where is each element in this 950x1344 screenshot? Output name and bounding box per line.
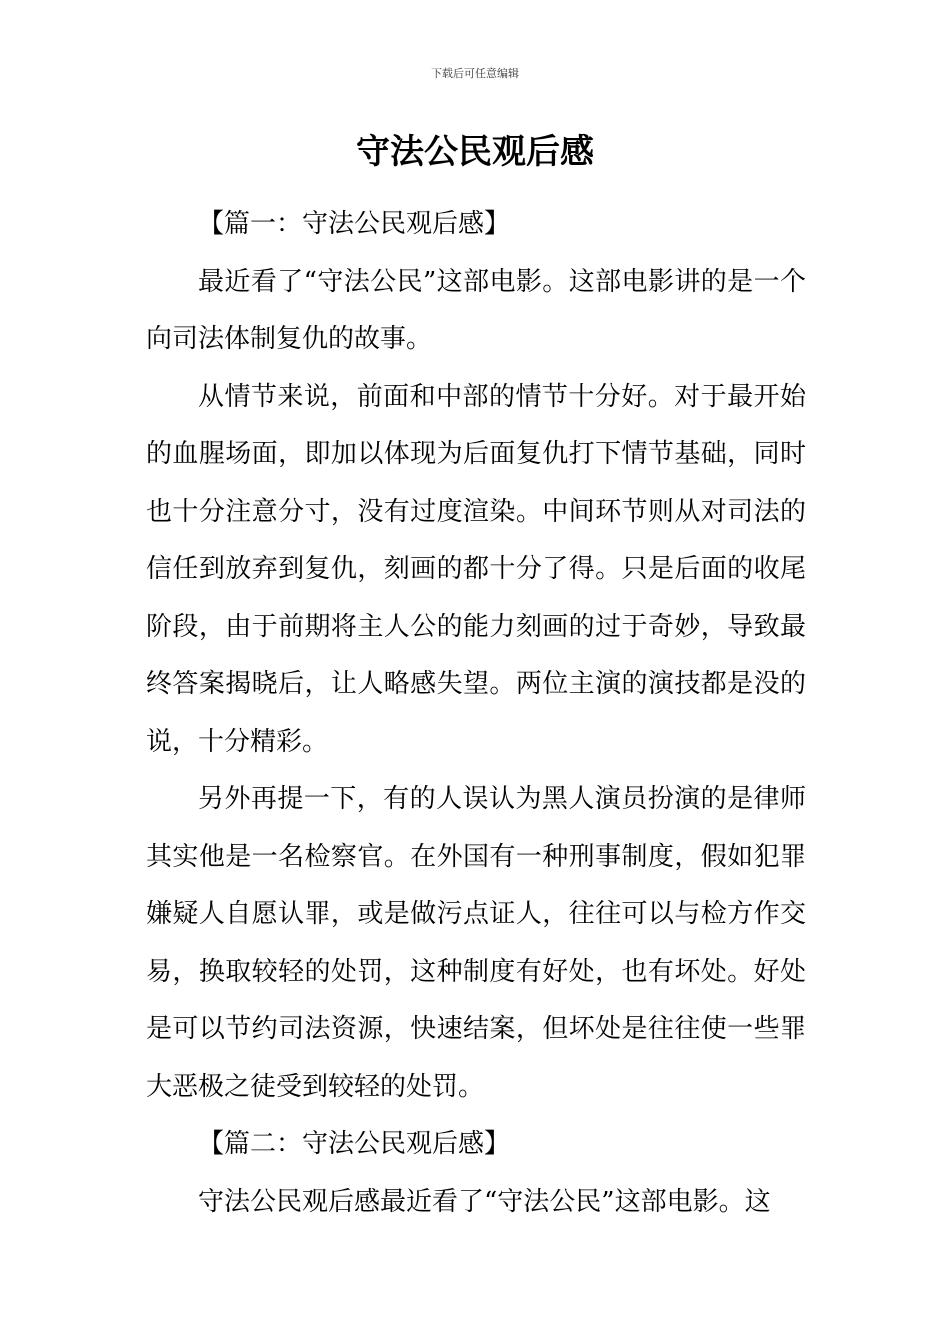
header-note: 下载后可任意编辑 [431, 67, 519, 80]
document-body [146, 196, 806, 1231]
paragraph-intro: 最近看了“守法公民”这部电影。这部电影讲的是一个向司法体制复仇的故事。 [146, 266, 806, 354]
paragraph-prosecutor: 另外再提一下，有的人误认为黑人演员扮演的是律师其实他是一名检察官。在外国有一种刑事制度，假如犯罪嫌疑人自愿认罪，或是做污点证人，往往可以与检方作交易，换取较轻的处罚，这种制度有好处，也有坏处。好处是可以节约司法资源，快速结案，但坏处是往往使一些罪大恶极之徒受到较轻的处罚。 [146, 784, 806, 1102]
paragraph-plot: 从情节来说，前面和中部的情节十分好。对于最开始的血腥场面，即加以体现为后面复仇打下情节基础，同时也十分注意分寸，没有过度渲染。中间环节则从对司法的信任到放弃到复仇，刻画的都十分了得。只是后面的收尾阶段，由于前期将主人公的能力刻画的过于奇妙，导致最终答案揭晓后，让人略感失望。两位主演的演技都是没的说，十分精彩。 [146, 381, 806, 757]
section-heading-2: 【篇二：守法公民观后感】 [198, 1129, 511, 1159]
paragraph-part2-start: 守法公民观后感最近看了“守法公民”这部电影。这 [198, 1186, 771, 1217]
section-heading-1: 【篇一：守法公民观后感】 [198, 209, 511, 239]
page-title: 守法公民观后感 [356, 132, 594, 172]
